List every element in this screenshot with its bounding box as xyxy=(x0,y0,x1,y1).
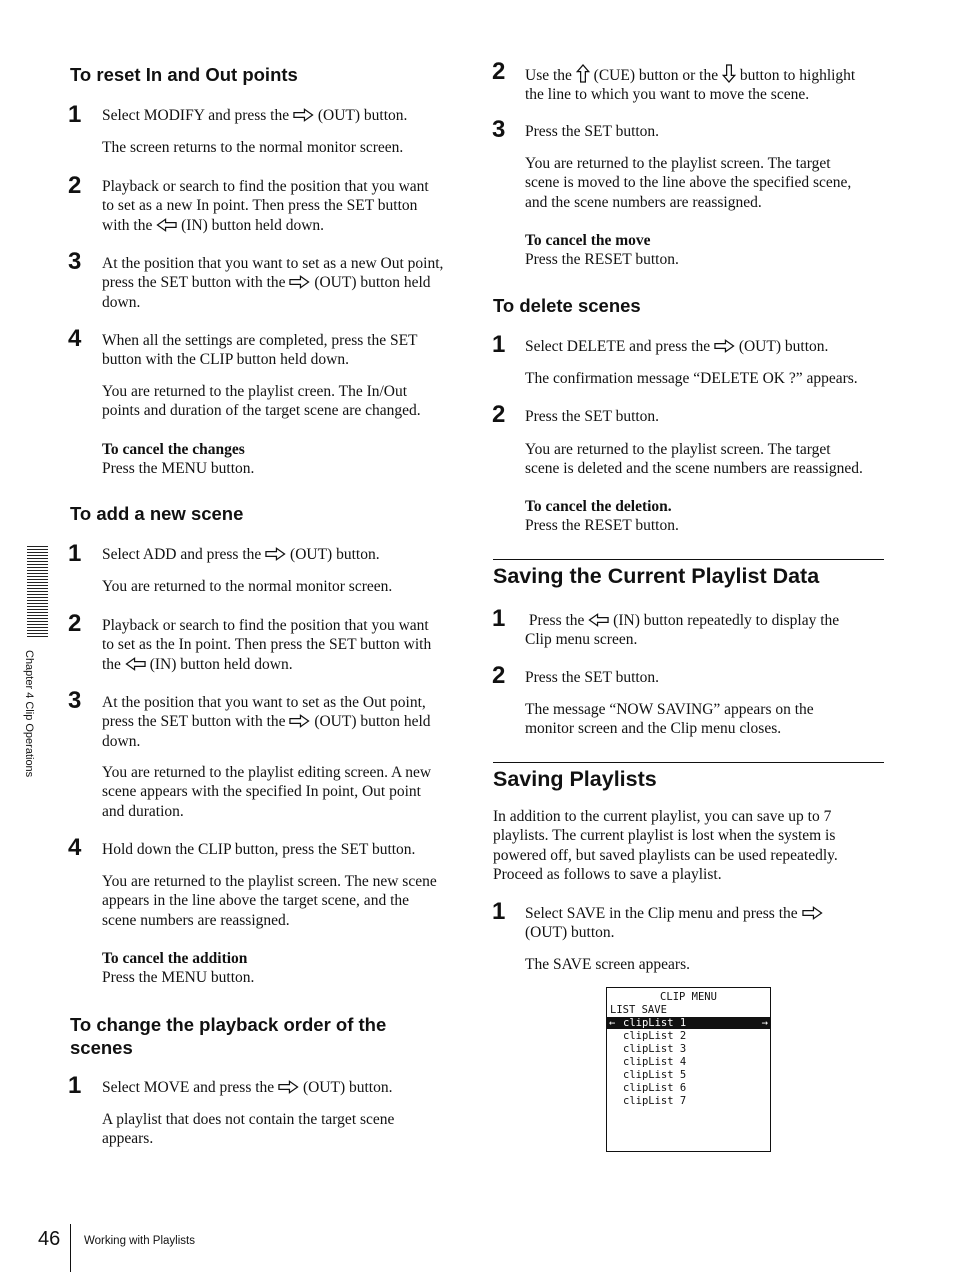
page-number: 46 xyxy=(38,1228,61,1250)
heading-delete-scenes: To delete scenes xyxy=(493,295,641,316)
menu-item: clipList 3 xyxy=(623,1043,687,1055)
step-note: You are returned to the playlist creen. The In/Out points and duration of the target scene are changed. xyxy=(102,383,421,420)
cancel-note: To cancel the deletion. Press the RESET button. xyxy=(525,498,679,535)
step-note: The screen returns to the normal monitor screen. xyxy=(102,139,404,156)
left-arrow-icon: ← xyxy=(609,1017,616,1029)
right-arrow-icon: → xyxy=(761,1017,768,1029)
step-note: The confirmation message “DELETE OK ?” appears. xyxy=(525,370,858,387)
in-arrow-icon xyxy=(156,218,177,232)
menu-item-label: clipList 1 xyxy=(623,1017,687,1029)
menu-title: CLIP MENU xyxy=(660,991,717,1003)
step-note: You are returned to the playlist screen. The target scene is moved to the line above the specified scene, and the scene numbers are reassigned. xyxy=(525,155,852,211)
step-text: Select ADD and press the (OUT) button. xyxy=(102,546,380,563)
menu-item: clipList 2 xyxy=(623,1030,687,1042)
out-arrow-icon xyxy=(714,339,735,353)
menu-item: clipList 7 xyxy=(623,1095,687,1107)
cancel-note: To cancel the changes Press the MENU button. xyxy=(102,441,255,478)
step-note: You are returned to the playlist screen. The target scene is deleted and the scene numbers are reassigned. xyxy=(525,441,863,478)
step-text: At the position that you want to set as the Out point, press the SET button with the (OUT) button held down. xyxy=(102,694,431,750)
heading-saving-current: Saving the Current Playlist Data xyxy=(493,564,820,588)
out-arrow-icon xyxy=(289,714,310,728)
out-arrow-icon xyxy=(802,906,823,920)
step-note: The SAVE screen appears. xyxy=(525,956,690,973)
chapter-tab-stripes xyxy=(27,546,48,638)
heading-reset-in-out: To reset In and Out points xyxy=(70,64,298,85)
out-arrow-icon xyxy=(289,275,310,289)
step-note: You are returned to the playlist screen. The new scene appears in the line above the target scene, and the scene numbers are reassigned. xyxy=(102,873,437,929)
step-number: 1 xyxy=(492,605,506,632)
step-number: 3 xyxy=(68,248,82,275)
menu-item: clipList 4 xyxy=(623,1056,687,1068)
step-text: At the position that you want to set as a new Out point, press the SET button with the (OUT) button held down. xyxy=(102,255,444,311)
step-text: Hold down the CLIP button, press the SET button. xyxy=(102,841,416,858)
cancel-note: To cancel the addition Press the MENU button. xyxy=(102,950,255,987)
section-rule xyxy=(493,559,884,560)
step-text: Press the SET button. xyxy=(525,669,660,686)
out-arrow-icon xyxy=(293,108,314,122)
step-text: Press the SET button. xyxy=(525,408,660,425)
step-number: 2 xyxy=(492,58,506,85)
step-number: 3 xyxy=(492,116,506,143)
step-number: 4 xyxy=(68,325,82,352)
menu-item: clipList 6 xyxy=(623,1082,687,1094)
heading-change-order: To change the playback order of the scenes xyxy=(70,1014,387,1058)
out-arrow-icon xyxy=(265,547,286,561)
menu-subtitle: LIST SAVE xyxy=(610,1004,667,1016)
step-note: You are returned to the playlist editing screen. A new scene appears with the specified In point, Out point and duration. xyxy=(102,764,432,820)
cancel-note: To cancel the move Press the RESET button. xyxy=(525,232,679,269)
menu-item: clipList 5 xyxy=(623,1069,687,1081)
step-text: Select MOVE and press the (OUT) button. xyxy=(102,1079,393,1096)
step-note: You are returned to the normal monitor screen. xyxy=(102,578,393,595)
step-number: 2 xyxy=(492,401,506,428)
step-number: 1 xyxy=(492,898,506,925)
out-arrow-icon xyxy=(278,1080,299,1094)
step-text: Playback or search to find the position that you want to set as a new In point. Then press the SET button with the (IN) button held down. xyxy=(102,178,429,234)
step-text: Press the (IN) button repeatedly to display the Clip menu screen. xyxy=(525,612,840,649)
heading-add-scene: To add a new scene xyxy=(70,503,244,524)
step-number: 2 xyxy=(492,662,506,689)
in-arrow-icon xyxy=(588,613,609,627)
step-number: 1 xyxy=(68,101,82,128)
clip-menu-screen xyxy=(606,987,771,1152)
down-arrow-icon xyxy=(722,64,736,83)
step-text: When all the settings are completed, press the SET button with the CLIP button held down. xyxy=(102,332,418,369)
step-note: The message “NOW SAVING” appears on the monitor screen and the Clip menu closes. xyxy=(525,701,814,738)
heading-saving-playlists: Saving Playlists xyxy=(493,767,657,791)
step-number: 3 xyxy=(68,687,82,714)
step-text: Select SAVE in the Clip menu and press the (OUT) button. xyxy=(525,904,823,943)
step-number: 1 xyxy=(492,331,506,358)
step-number: 2 xyxy=(68,610,82,637)
step-text: Select DELETE and press the (OUT) button. xyxy=(525,338,829,355)
step-number: 4 xyxy=(68,834,82,861)
step-text: Select MODIFY and press the (OUT) button. xyxy=(102,107,408,124)
chapter-label: Chapter 4 Clip Operations xyxy=(23,650,35,778)
cue-up-arrow-icon xyxy=(576,64,590,83)
footer-section-title: Working with Playlists xyxy=(84,1235,195,1247)
footer-divider xyxy=(70,1224,71,1272)
step-number: 1 xyxy=(68,1072,82,1099)
step-text: Press the SET button. xyxy=(525,123,660,140)
intro-paragraph: In addition to the current playlist, you can save up to 7 playlists. The current playlist is lost when the system is powered off, but saved playlists can be used repeatedly. Proceed as follows to save a playlist. xyxy=(493,808,838,883)
step-number: 1 xyxy=(68,540,82,567)
menu-item-selected xyxy=(607,1017,770,1029)
step-number: 2 xyxy=(68,172,82,199)
section-rule xyxy=(493,762,884,763)
step-note: A playlist that does not contain the target scene appears. xyxy=(102,1111,395,1148)
step-text: Use the (CUE) button or the button to highlight the line to which you want to move the scene. xyxy=(525,64,855,105)
step-text: Playback or search to find the position that you want to set as the In point. Then press the SET button with the (IN) button held down. xyxy=(102,617,432,673)
in-arrow-icon xyxy=(125,657,146,671)
